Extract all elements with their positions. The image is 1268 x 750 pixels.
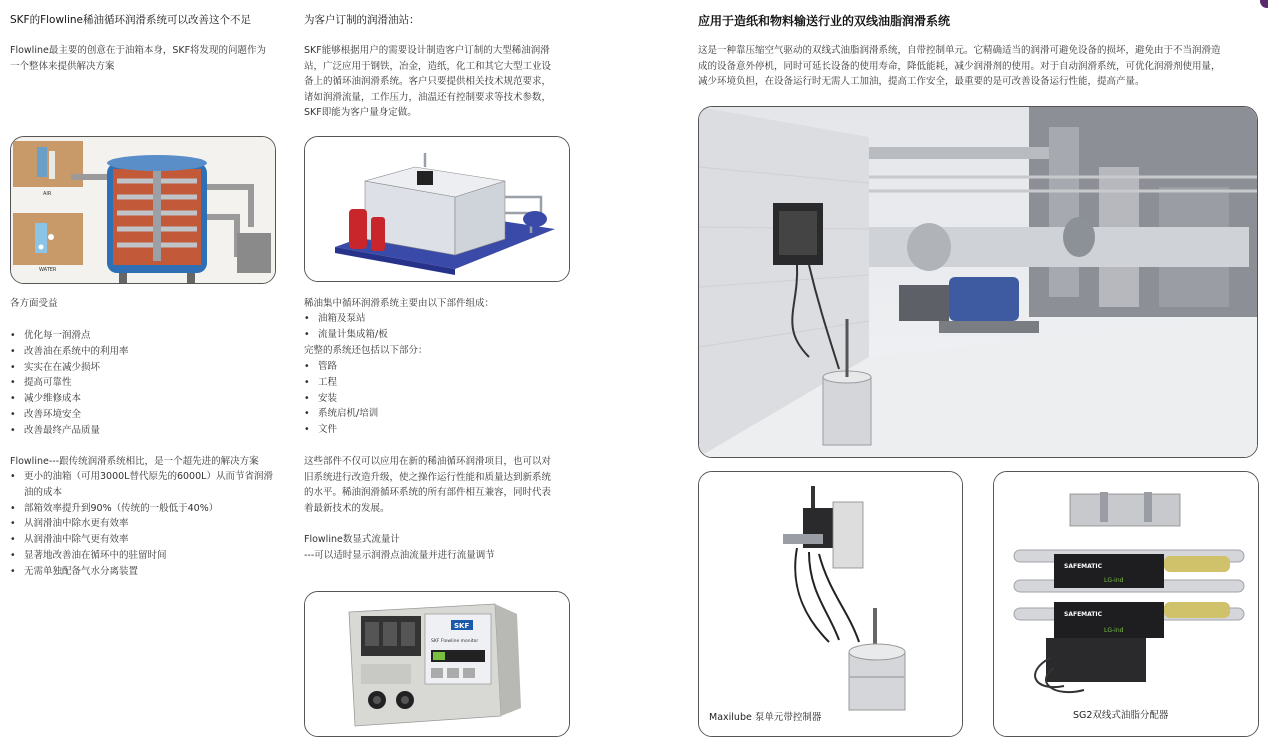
air-label: AIR: [43, 191, 52, 197]
maxilube-pump-photo: [698, 471, 963, 737]
list-item: • 工程: [304, 375, 564, 391]
skf-logo: SKF: [454, 622, 470, 630]
list-item: • 流量计集成箱/板: [304, 327, 564, 343]
sg2-distributor-photo: [993, 471, 1259, 737]
components-title: 稀油集中循环润滑系统主要由以下部件组成：: [304, 298, 495, 309]
list-item: • 改善最终产品质量: [10, 423, 280, 439]
list-item: • 显著地改善油在循环中的驻留时间: [10, 548, 285, 564]
list-item: • 更小的油箱（可用3000L替代原先的6000L）从而节省润滑 油的成本: [10, 469, 285, 501]
col3-intro: 这是一种靠压缩空气驱动的双线式油脂润滑系统，自带控制单元。它精确适当的润滑可避免设备的损坏，避免由于不当润滑造 成的设备意外停机，同时可延长设备的使用寿命，降低能耗，减少润滑剂的使用。对于自动润滑系统，可优化润滑剂使用量， 减少环境负担，在设备运行时无需人工加油，提高工作安全，最重要的是可改善设备运行性能，提高产量。: [698, 45, 1221, 87]
oil-tank-illustration: [10, 136, 276, 284]
flowmeter-title: Flowline数显式流量计: [304, 534, 400, 545]
list-item: • 从润滑油中除气更有效率: [10, 532, 285, 548]
col3-title: 应用于造纸和物料输送行业的双线油脂润滑系统: [698, 14, 951, 28]
list-item: • 减少维修成本: [10, 391, 280, 407]
complete-list: [304, 359, 564, 438]
water-label: WATER: [39, 267, 57, 273]
benefits-title: 各方面受益: [10, 298, 58, 309]
complete-title: 完整的系统还包括以下部分：: [304, 345, 428, 356]
list-item: • 安装: [304, 391, 564, 407]
list-item: • 文件: [304, 422, 564, 438]
unit-brand-2: SAFEMATIC: [1064, 611, 1103, 618]
components-list: [304, 311, 564, 343]
col2-intro: SKF能够根据用户的需要设计制造客户订制的大型稀油润滑 站，广泛应用于钢铁，冶金，造纸，化工和其它大型工业设 备上的循环油润滑系统。客户只要提供相关技术规范要求， 诸如润滑流量，工作压力，油温还有控制要求等技术参数， SKF即能为客户量身定做。: [304, 45, 552, 118]
panel-label: SKF Flowline monitor: [431, 639, 479, 644]
retrofit-paragraph: 这些部件不仅可以应用在新的稀油循环润滑项目，也可以对 旧系统进行改造升级，使之操作运行性能和质量达到新系统 的水平。稀油润滑循环系统的所有部件相互兼容，同时代表 着最新技术的发展。: [304, 456, 552, 514]
list-item: • 油箱及泵站: [304, 311, 564, 327]
oil-station-illustration: [304, 136, 570, 282]
paper-machine-photo: [698, 106, 1258, 458]
list-item: • 提高可靠性: [10, 375, 280, 391]
list-item: • 改善环境安全: [10, 407, 280, 423]
unit-brand-1: SAFEMATIC: [1064, 563, 1103, 570]
compare-list: [10, 469, 285, 580]
distributor-caption: SG2双线式油脂分配器: [1073, 710, 1169, 721]
list-item: • 实实在在减少损坏: [10, 360, 280, 376]
col2-heading: 为客户订制的润滑油站：: [304, 14, 420, 26]
page-corner-mark: [1260, 0, 1268, 8]
pump-caption: Maxilube 泵单元带控制器: [709, 712, 822, 723]
list-item: • 优化每一润滑点: [10, 328, 280, 344]
unit-label-1: LG-ind: [1104, 577, 1124, 584]
list-item: • 从润滑油中除水更有效率: [10, 516, 285, 532]
list-item: • 系统启机/培训: [304, 406, 564, 422]
list-item: • 部箱效率提升到90%（传统的一般低于40%）: [10, 501, 285, 517]
col1-intro: Flowline最主要的创意在于油箱本身，SKF将发现的问题作为 一个整体来提供解决方案: [10, 45, 267, 72]
flowmeter-description: ---可以适时显示润滑点油流量并进行流量调节: [304, 550, 495, 561]
list-item: • 改善油在系统中的利用率: [10, 344, 280, 360]
unit-label-2: LG-ind: [1104, 627, 1124, 634]
col1-heading: SKF的Flowline稀油循环润滑系统可以改善这个不足: [10, 14, 252, 26]
flowmeter-panel-illustration: [304, 591, 570, 737]
compare-title: Flowline---跟传统润滑系统相比，是一个超先进的解决方案: [10, 456, 259, 467]
list-item: • 无需单独配备气水分离装置: [10, 564, 285, 580]
list-item: • 管路: [304, 359, 564, 375]
benefits-list: [10, 328, 280, 439]
